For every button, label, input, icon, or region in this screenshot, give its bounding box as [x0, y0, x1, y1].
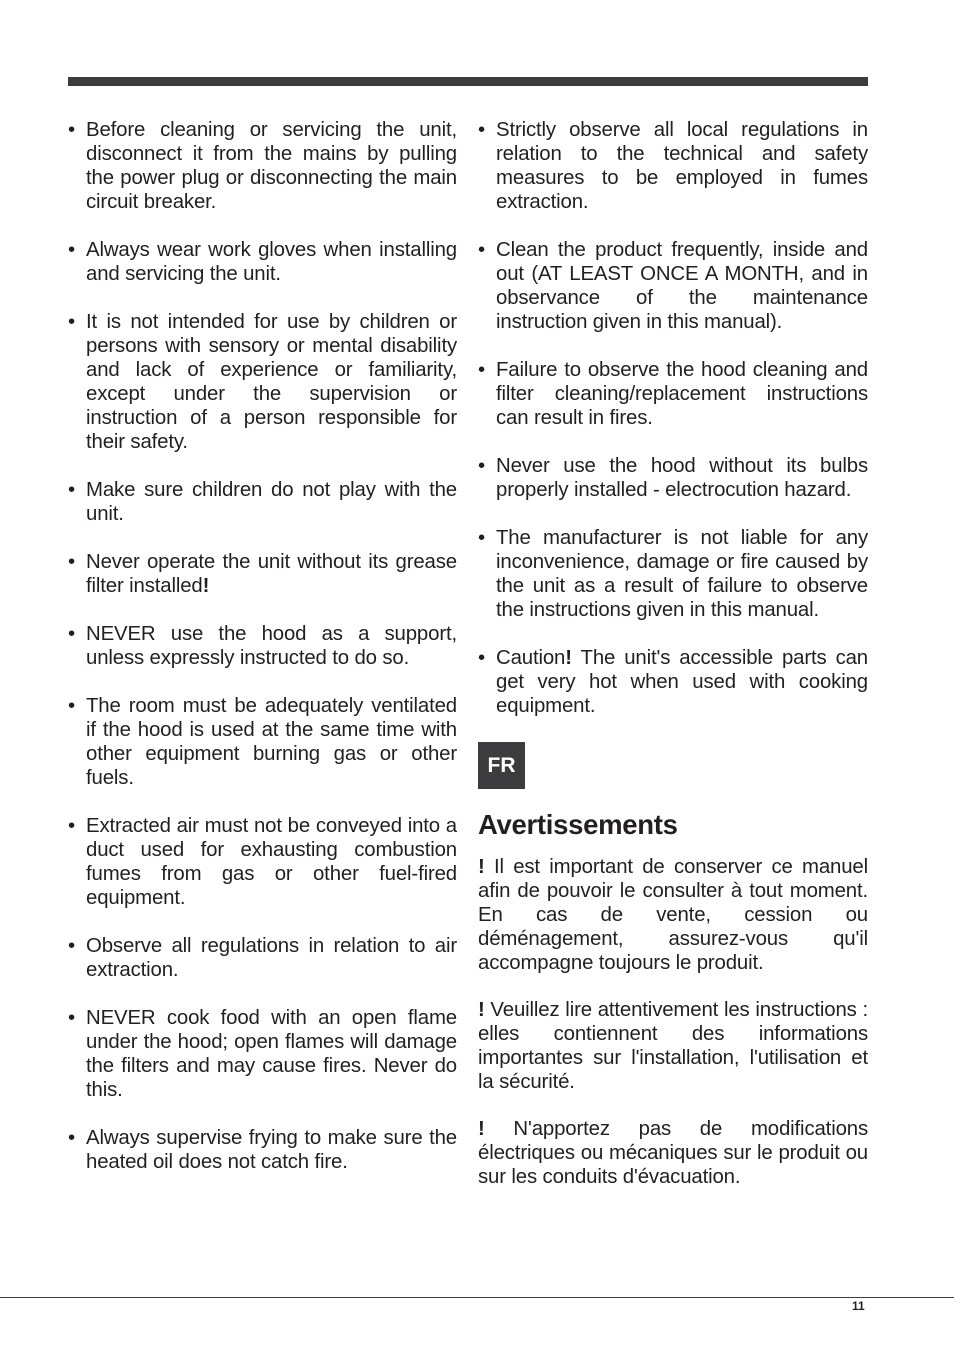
list-item — [68, 694, 457, 790]
list-item-text: Before cleaning or servicing the unit, disconnect it from the mains by pulling the power plug or disconnecting the main circuit breaker. — [86, 119, 457, 213]
list-item — [478, 238, 868, 334]
bullet-icon: • — [68, 1007, 75, 1029]
list-item-text: Clean the product frequently, inside and out (AT LEAST ONCE A MONTH, and in observance of the maintenance instruction given in this manual). — [496, 239, 868, 333]
list-item-text: Observe all regulations in relation to air extraction. — [86, 935, 457, 981]
bullet-icon: • — [68, 695, 75, 717]
bullet-icon: • — [478, 647, 485, 669]
paragraph-text: Il est important de conserver ce manuel afin de pouvoir le consulter à tout moment. En cas de vente, cession ou déménagement, assurez-vous qu'il accompagne toujours le produit. — [478, 856, 868, 974]
list-item-text: NEVER cook food with an open flame under the hood; open flames will damage the filters and may cause fires. Never do this. — [86, 1007, 457, 1101]
list-item-text: Never use the hood without its bulbs properly installed - electrocution hazard. — [496, 455, 868, 501]
right-bullet-list — [478, 118, 868, 718]
bullet-icon: • — [68, 551, 75, 573]
bullet-icon: • — [478, 239, 485, 261]
bullet-icon: • — [68, 935, 75, 957]
list-item — [68, 550, 457, 598]
paragraph-text: Veuillez lire attentivement les instructions : elles contiennent des informations importantes sur l'installation, l'utilisation et la sécurité. — [478, 999, 868, 1093]
left-column — [68, 118, 457, 1198]
bullet-icon: • — [478, 455, 485, 477]
bullet-icon: • — [68, 311, 75, 333]
exclamation-icon: ! — [478, 999, 485, 1021]
section-title: Avertissements — [478, 809, 678, 840]
list-item — [68, 934, 457, 982]
list-item — [68, 1006, 457, 1102]
bullet-icon: • — [478, 359, 485, 381]
list-item — [478, 454, 868, 502]
list-item — [478, 358, 868, 430]
list-item-text: The room must be adequately ventilated if the hood is used at the same time with other equipment burning gas or other fuels. — [86, 695, 457, 789]
list-item — [478, 118, 868, 214]
list-item — [68, 478, 457, 526]
bullet-icon: • — [478, 119, 485, 141]
list-item-text: NEVER use the hood as a support, unless expressly instructed to do so. — [86, 623, 457, 669]
paragraph — [478, 998, 868, 1094]
header-bar — [68, 77, 868, 86]
bullet-icon: • — [478, 527, 485, 549]
list-item-text: Failure to observe the hood cleaning and filter cleaning/replacement instructions can result in fires. — [496, 359, 868, 429]
exclamation-icon: ! — [478, 1118, 485, 1140]
list-item — [68, 1126, 457, 1174]
list-item-text: Extracted air must not be conveyed into a duct used for exhausting combustion fumes from gas or other fuel-fired equipment. — [86, 815, 457, 909]
exclamation-icon: ! — [202, 575, 210, 597]
paragraph — [478, 855, 868, 975]
list-item — [68, 310, 457, 454]
paragraph — [478, 1117, 868, 1189]
right-column — [478, 118, 868, 1189]
list-item-text: The unit's accessible parts can get very hot when used with cooking equipment. — [496, 647, 868, 717]
left-bullet-list — [68, 118, 457, 1174]
list-item-text: It is not intended for use by children or persons with sensory or mental disability and lack of experience or familiarity, except under the supervision or instruction of a person responsible for their safety. — [86, 311, 457, 453]
list-item — [68, 238, 457, 286]
list-item-text: Always wear work gloves when installing and servicing the unit. — [86, 239, 457, 285]
exclamation-icon: ! — [478, 856, 485, 878]
list-item — [68, 118, 457, 214]
bullet-icon: • — [68, 623, 75, 645]
bullet-icon: • — [68, 479, 75, 501]
language-badge: FR — [478, 742, 525, 789]
bullet-icon: • — [68, 815, 75, 837]
list-item — [478, 646, 868, 718]
page-number: 11 — [852, 1299, 865, 1313]
list-item — [478, 526, 868, 622]
list-item — [68, 622, 457, 670]
bullet-icon: • — [68, 239, 75, 261]
list-item-text: Make sure children do not play with the unit. — [86, 479, 457, 525]
list-item-text: The manufacturer is not liable for any inconvenience, damage or fire caused by the unit as a result of failure to observe the instructions given in this manual. — [496, 527, 868, 621]
footer-rule — [0, 1297, 954, 1298]
list-item — [68, 814, 457, 910]
bullet-icon: • — [68, 1127, 75, 1149]
list-item-text: Strictly observe all local regulations in relation to the technical and safety measures to be employed in fumes extraction. — [496, 119, 868, 213]
list-item-text: Never operate the unit without its grease filter installed — [86, 551, 457, 597]
bullet-icon: • — [68, 119, 75, 141]
caution-label: Caution — [496, 647, 566, 669]
list-item-text: Always supervise frying to make sure the heated oil does not catch fire. — [86, 1127, 457, 1173]
paragraph-text: N'apportez pas de modifications électriques ou mécaniques sur le produit ou sur les conduits d'évacuation. — [478, 1118, 868, 1188]
exclamation-icon: ! — [565, 647, 572, 669]
